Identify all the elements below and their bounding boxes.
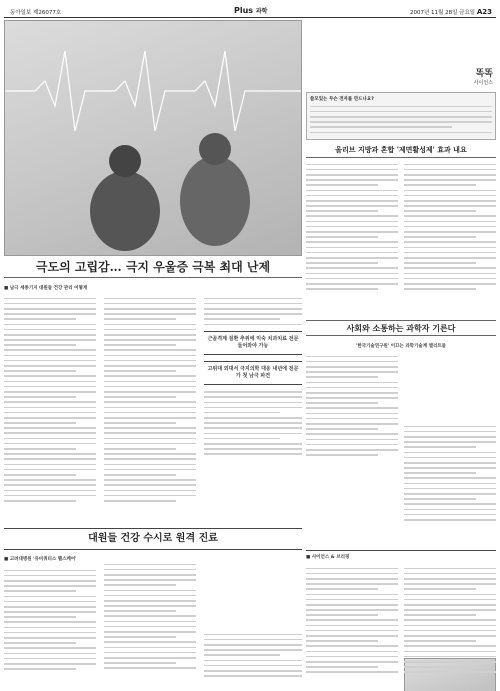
sub-col-1	[4, 566, 96, 686]
right-headline-1: 올리브 지방과 혼합 '제면활성제' 효과 내요	[335, 145, 467, 154]
science-tag-sub: 사이언스	[473, 80, 493, 86]
right-col-3	[306, 352, 398, 472]
pull-quote-1: 근골격계 질환 추위에 익숙 치과치료 전문 들어와야 가능	[204, 331, 302, 355]
right-col-4	[404, 422, 496, 542]
briefing-header: ■ 사이언스 & 브리핑	[306, 555, 350, 560]
sub-headline: 대원들 건강 수시로 원격 진료	[88, 533, 218, 544]
main-photo	[4, 20, 302, 256]
question-box	[306, 92, 496, 140]
right-subtitle-2-box	[306, 340, 496, 352]
section-name: 과학	[255, 8, 268, 15]
main-headline-box	[4, 258, 302, 278]
sub-subhead: ■ 고려대병원 '유비쿼터스 헬스케어'	[4, 557, 77, 562]
main-headline: 극도의 고립감… 극지 우울증 극복 최대 난제	[35, 260, 271, 274]
sub-col-3	[204, 630, 302, 686]
briefing-header-box	[306, 550, 496, 562]
science-tag	[395, 66, 493, 90]
paper-name: 동아일보	[10, 10, 32, 16]
main-subhead-box	[4, 282, 302, 294]
page-header	[4, 6, 496, 18]
ekg-line-graphic	[5, 21, 302, 256]
science-tag-label: 똑똑	[475, 69, 493, 79]
issue-date: 2007년 11월 28일 금요일	[409, 10, 476, 16]
right-col-2	[404, 160, 496, 310]
pull-quote-2: 고위대 외대서 극지의학 대응 내년에 전문가 첫 남극 파견	[204, 361, 302, 385]
article-col-1	[4, 294, 96, 524]
header-right	[410, 8, 492, 16]
right-headline-2-box	[306, 320, 496, 336]
main-subhead: ■ 남극 세종기지 대원들 건강 관리 어떻게	[4, 286, 88, 291]
section-plus: Plus	[234, 6, 254, 15]
sub-headline-box	[4, 528, 302, 550]
article-col-2	[104, 294, 196, 524]
article-col-3	[204, 294, 302, 524]
right-headline-2: 사회와 소통하는 과학자 기른다	[346, 323, 456, 333]
briefing-col-1	[306, 564, 398, 686]
issue-number: 제26077호	[33, 10, 62, 16]
sub-col-2	[104, 560, 196, 686]
question-text: 쓸모있는 무슨 전자를 만드나요?	[310, 97, 374, 102]
right-subtitle-2: '한국기술연구원' 이끄는 과학기술계 엘리트들	[355, 344, 447, 349]
right-headline-1-box	[306, 144, 496, 158]
section-title	[234, 6, 267, 15]
briefing-col-2	[404, 564, 496, 686]
header-left	[10, 8, 61, 16]
page-number: A23	[476, 8, 492, 16]
right-col-1	[306, 160, 398, 310]
